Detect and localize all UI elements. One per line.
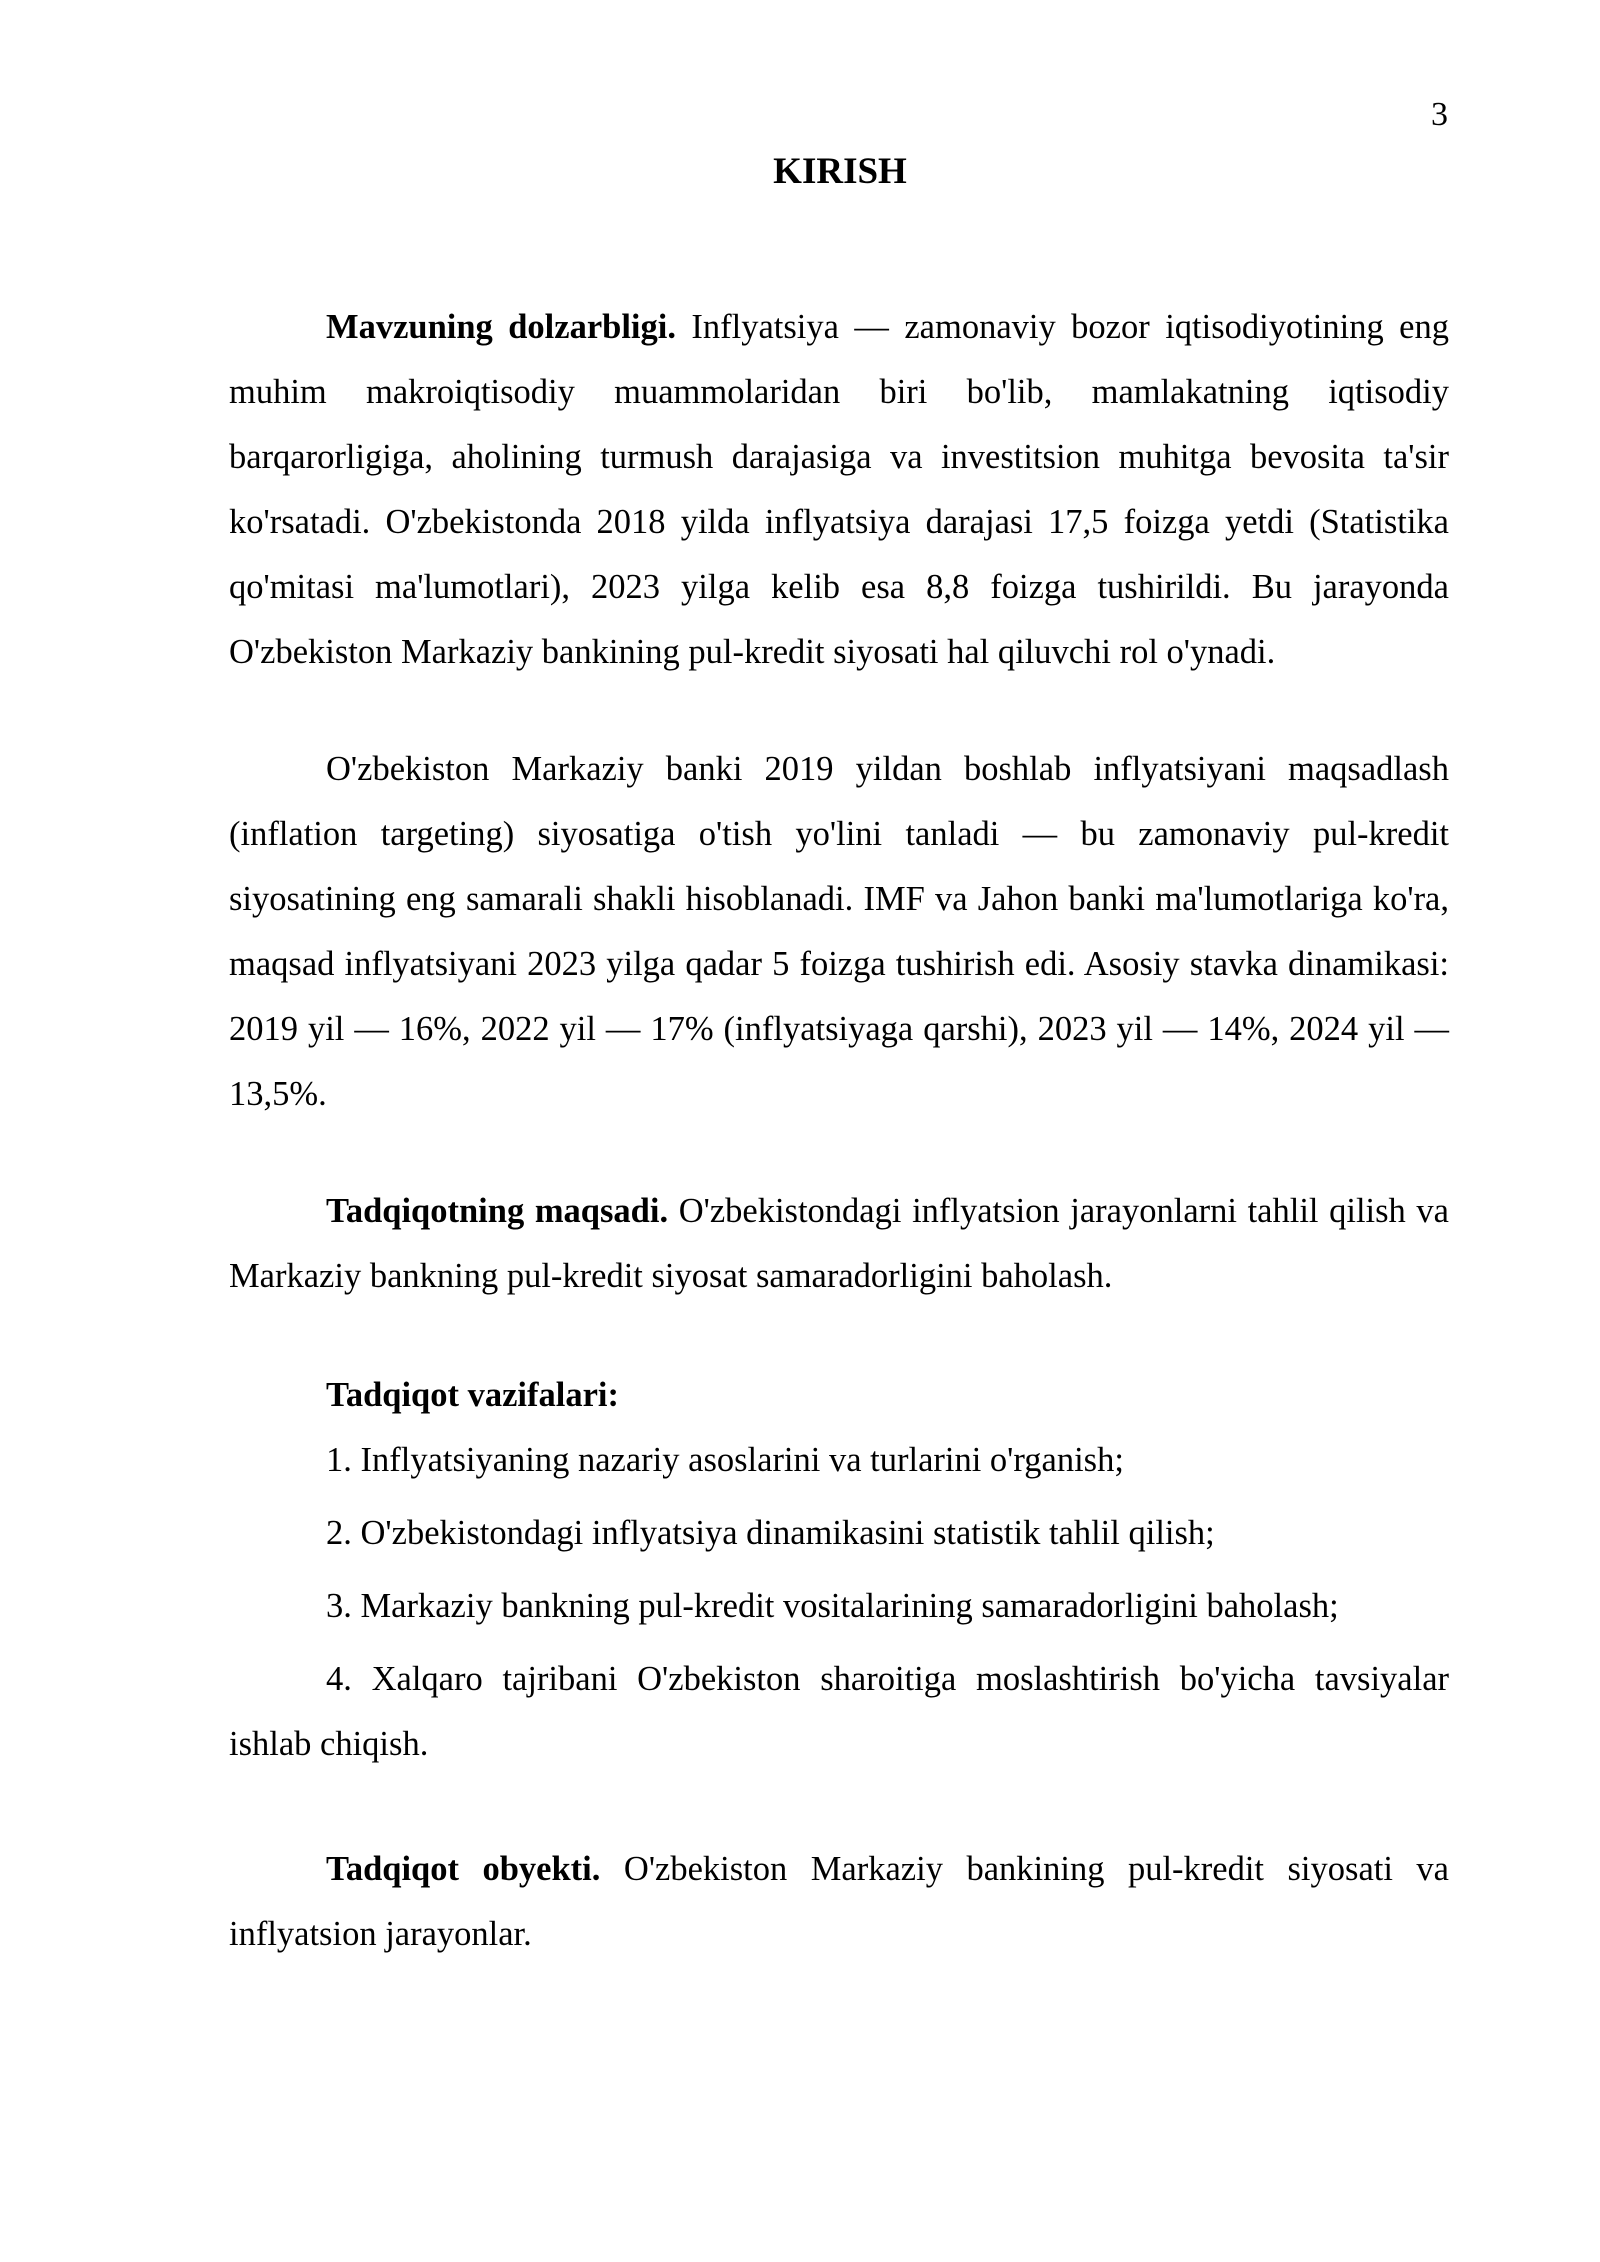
tasks-heading: Tadqiqot vazifalari: [326, 1376, 619, 1414]
goal-text: O'zbekistondagi inflyatsion jarayonlarni tahlil qilish va Markaziy bankning pul-kredit siyosat samaradorligini baholash. [229, 1192, 1449, 1295]
object-paragraph [229, 1837, 1449, 1967]
task-item-4: 4. Xalqaro tajribani O'zbekiston sharoitiga moslashtirish bo'yicha tavsiyalar ishlab chiqish. [229, 1660, 1449, 1763]
paragraph-spacer [229, 685, 1449, 737]
targeting-paragraph: O'zbekiston Markaziy banki 2019 yildan boshlab inflyatsiyani maqsadlash (inflation targeting) siyosatiga o'tish yo'lini tanladi — bu zamonaviy pul-kredit siyosatining eng samarali shakli hisoblanadi. IMF va Jahon banki ma'lumotlariga ko'ra, maqsad inflyatsiyani 2023 yilga qadar 5 foizga tushirish edi. Asosiy stavka dinamikasi: 2019 yil — 16%, 2022 yil — 17% (inflyatsiyaga qarshi), 2023 yil — 14%, 2024 yil — 13,5%. [229, 750, 1449, 1113]
task-item-1: 1. Inflyatsiyaning nazariy asoslarini va turlarini o'rganish; [326, 1441, 1124, 1479]
paragraph-spacer [229, 1127, 1449, 1179]
relevance-text: Inflyatsiya — zamonaviy bozor iqtisodiyotining eng muhim makroiqtisodiy muammolaridan biri bo'lib, mamlakatning iqtisodiy barqarorligiga, aholining turmush darajasiga va investitsion muhitga bevosita ta'sir ko'rsatadi. O'zbekistonda 2018 yilda inflyatsiya darajasi 17,5 foizga yetdi (Statistika qo'mitasi ma'lumotlari), 2023 yilga kelib esa 8,8 foizga tushirildi. Bu jarayonda O'zbekiston Markaziy bankining pul-kredit siyosati hal qiluvchi rol o'ynadi. [229, 308, 1449, 671]
page-number: 3 [1431, 96, 1448, 133]
paragraph-spacer [229, 1309, 1449, 1363]
goal-paragraph [229, 1179, 1449, 1309]
goal-heading: Tadqiqotning maqsadi. [326, 1192, 669, 1230]
relevance-paragraph [229, 295, 1449, 685]
object-text: O'zbekiston Markaziy bankining pul-kredit siyosati va inflyatsion jarayonlar. [229, 1850, 1449, 1953]
page-title: KIRISH [773, 151, 907, 192]
relevance-heading: Mavzuning dolzarbligi. [326, 308, 676, 346]
task-item-2: 2. O'zbekistondagi inflyatsiya dinamikasini statistik tahlil qilish; [326, 1514, 1215, 1552]
document-body [229, 295, 1449, 1967]
paragraph-spacer [229, 1785, 1449, 1837]
tasks-list [229, 1428, 1449, 1777]
object-heading: Tadqiqot obyekti. [326, 1850, 601, 1888]
task-item-3: 3. Markaziy bankning pul-kredit vositalarining samaradorligini baholash; [326, 1587, 1339, 1625]
